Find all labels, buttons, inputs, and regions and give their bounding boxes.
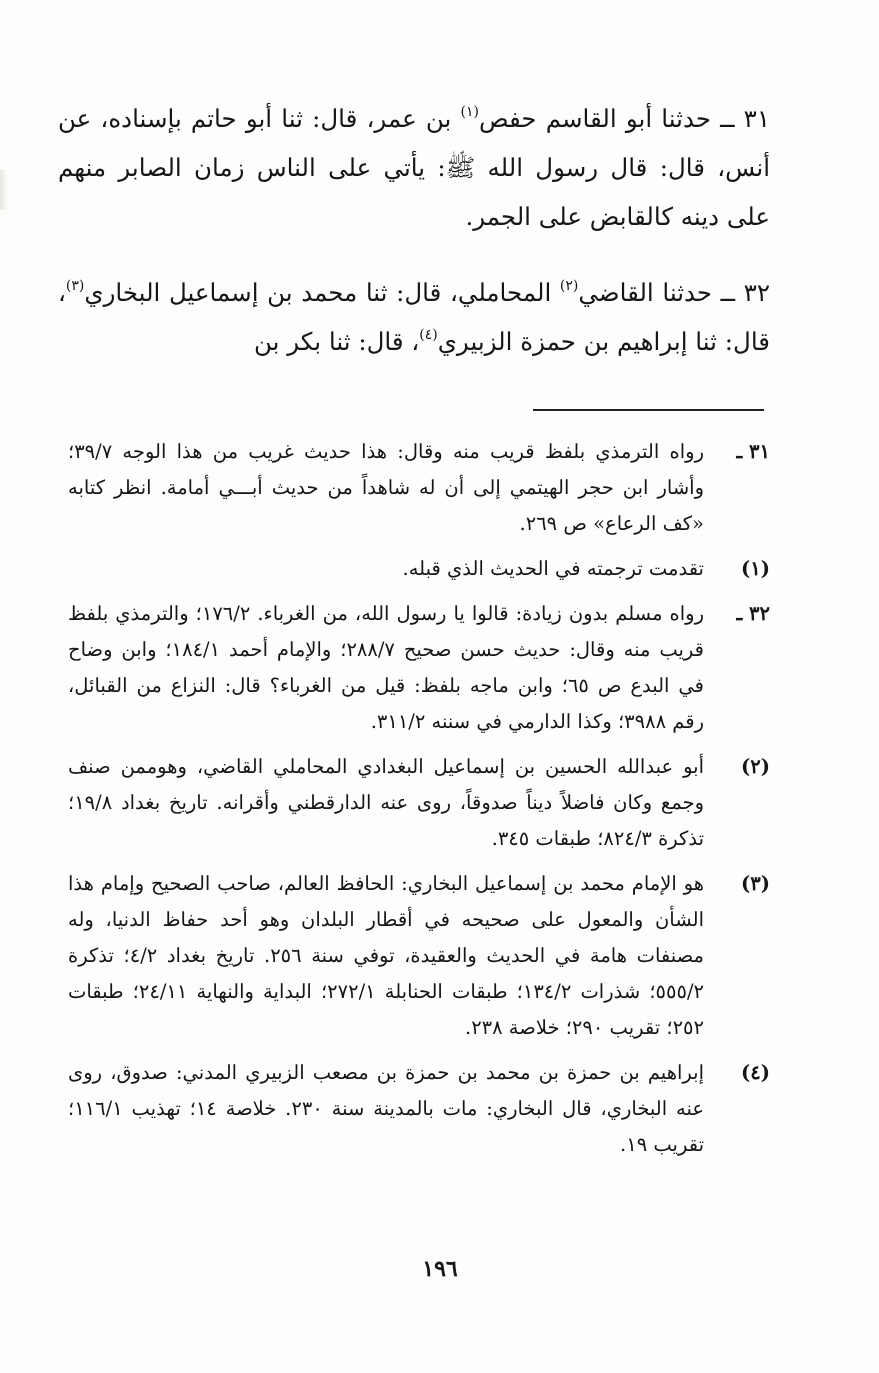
footnote-mark: (٣) <box>741 872 770 895</box>
footnote-mark: (٤) <box>741 1061 770 1084</box>
footnote-ref-4: (٤) <box>419 326 438 343</box>
footnote-text: إبراهيم بن حمزة بن محمد بن حمزة بن مصعب الزبيري المدني: صدوق، روى عنه البخاري، قال البخاري: مات بالمدينة سنة ٢٣٠. خلاصة ١٤؛ تهذيب ١١٦/١؛ تقريب ١٩. <box>68 1061 704 1156</box>
footnote-2 <box>68 749 770 857</box>
hadith-31-paragraph <box>58 94 770 241</box>
paragraph-2-text-a: ٣٢ ــ حدثنا القاضي <box>578 278 770 307</box>
footnote-divider <box>533 409 764 411</box>
footnote-mark: (١) <box>741 557 770 580</box>
footnote-text: رواه مسلم بدون زيادة: قالوا يا رسول الله، من الغرباء. ١٧٦/٢؛ والترمذي بلفظ قريب منه وقال: حديث حسن صحيح ٢٨٨/٧؛ والإمام أحمد ١٨٤/١؛ وابن وضاح في البدع ص ٦٥؛ وابن ماجه بلفظ: قيل من الغرباء؟ قال: النزاع من القبائل، رقم ٣٩٨٨؛ وكذا الدارمي في سننه ٣١١/٢. <box>68 602 704 733</box>
footnote-mark: ٣٢ ـ <box>736 602 770 625</box>
hadith-32-paragraph <box>58 268 770 366</box>
footnote-3 <box>68 866 770 1046</box>
footnote-text: تقدمت ترجمته في الحديث الذي قبله. <box>402 557 704 580</box>
footnotes <box>68 434 770 1163</box>
scan-edge-shadow <box>0 170 8 210</box>
main-text <box>58 94 770 366</box>
footnote-text: أبو عبدالله الحسين بن إسماعيل البغدادي المحاملي القاضي، وهوممن صنف وجمع وكان فاضلاً ديناً صدوقاً، روى عنه الدارقطني وأقرانه. تاريخ بغداد ١٩/٨؛ تذكرة ٨٢٤/٣؛ طبقات ٣٤٥. <box>68 755 704 850</box>
page-number: ١٩٦ <box>422 1256 458 1282</box>
footnote-mark: (٢) <box>741 755 770 778</box>
footnote-hadith-31 <box>68 434 770 542</box>
footnote-ref-1: (١) <box>460 103 479 120</box>
footnote-4 <box>68 1055 770 1163</box>
paragraph-2-text-c: ، قال: ثنا إبراهيم بن حمزة الزبيري <box>58 278 770 356</box>
footnote-ref-3: (٣) <box>65 277 85 294</box>
paragraph-1-text-b: بن عمر، قال: ثنا أبو حاتم بإسناده، عن أنس، قال: قال رسول الله ﷺ: يأتي على الناس زمان الصابر منهم على دينه كالقابض على الجمر. <box>58 104 770 231</box>
footnote-text: هو الإمام محمد بن إسماعيل البخاري: الحافظ العالم، صاحب الصحيح وإمام هذا الشأن والمعول على صحيحه في أقطار البلدان وهو أحد حفاظ الدنيا، وله مصنفات هامة في الحديث والعقيدة، توفي سنة ٢٥٦. تاريخ بغداد ٤/٢؛ تذكرة ٥٥٥/٢؛ شذرات ١٣٤/٢؛ طبقات الحنابلة ٢٧٢/١؛ البداية والنهاية ٢٤/١١؛ طبقات ٢٥٢؛ تقريب ٢٩٠؛ خلاصة ٢٣٨. <box>68 872 705 1039</box>
footnote-mark: ٣١ ـ <box>736 440 770 463</box>
paragraph-2-text-b: المحاملي، قال: ثنا محمد بن إسماعيل البخاري <box>84 278 560 307</box>
footnote-hadith-32 <box>68 596 770 740</box>
paragraph-1-text-a: ٣١ ــ حدثنا أبو القاسم حفص <box>479 104 770 133</box>
footnote-1 <box>68 551 770 587</box>
footnote-text: رواه الترمذي بلفظ قريب منه وقال: هذا حديث غريب من هذا الوجه ٣٩/٧؛ وأشار ابن حجر الهيتمي إلى أن له شاهداً من حديث أبـــي أمامة. انظر كتابه «كف الرعاع» ص ٢٦٩. <box>68 440 704 535</box>
paragraph-2-text-d: ، قال: ثنا بكر بن <box>253 327 420 356</box>
footnote-ref-2: (٢) <box>559 277 579 294</box>
